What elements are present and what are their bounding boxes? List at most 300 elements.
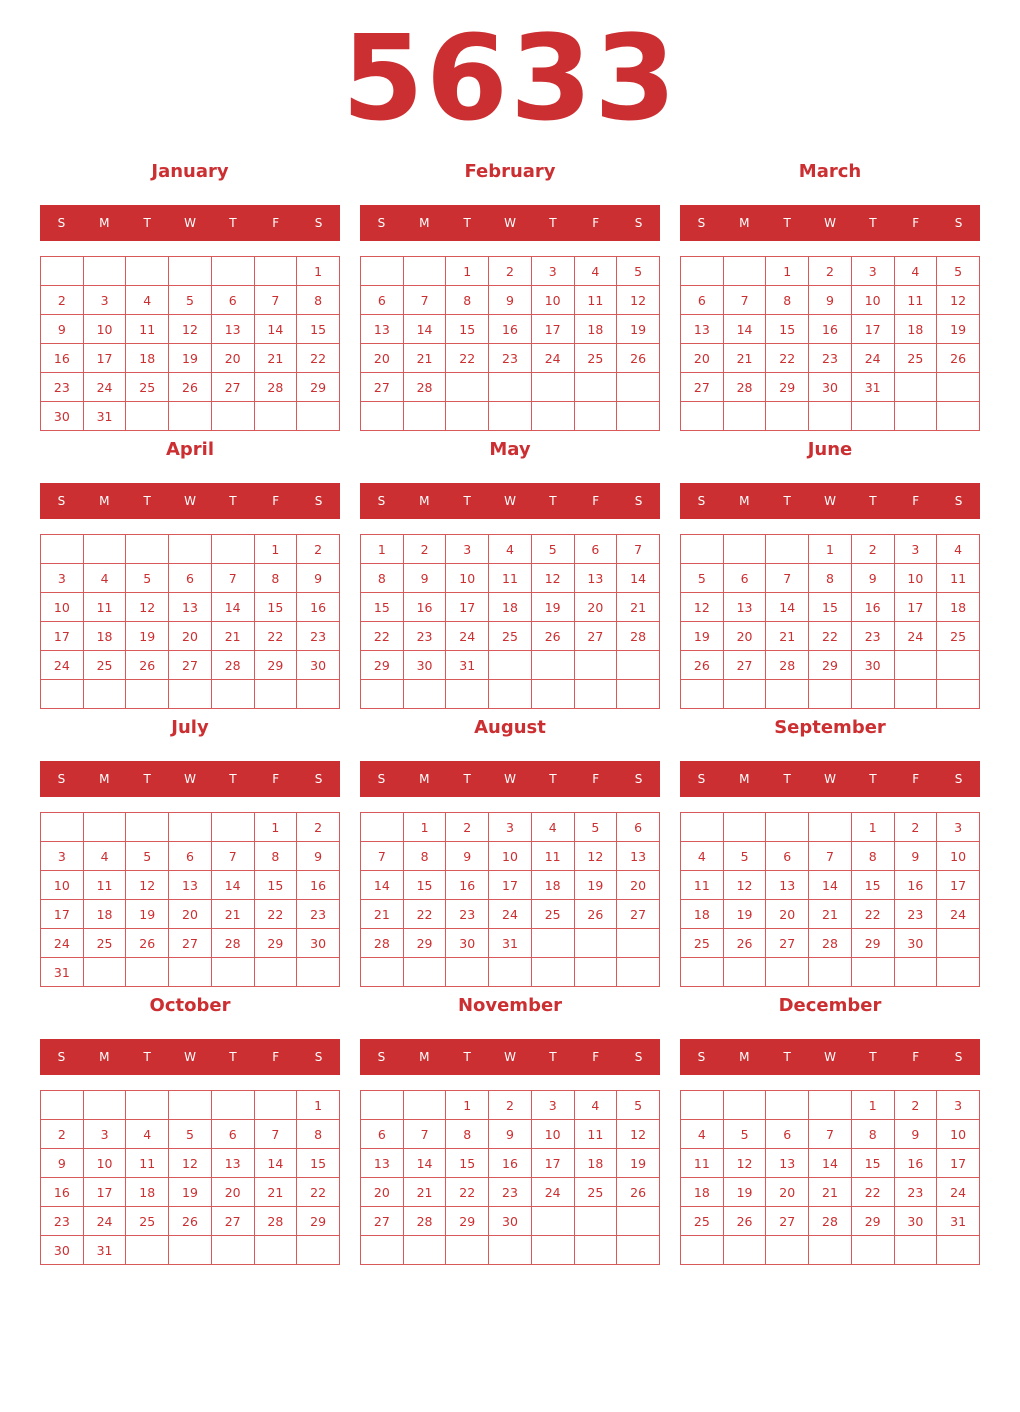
day-cell: 5	[723, 1120, 766, 1149]
day-cell: 17	[41, 900, 84, 929]
day-cell: 31	[446, 651, 489, 680]
empty-cell	[617, 651, 660, 680]
day-cell: 23	[809, 344, 852, 373]
day-cell: 11	[489, 564, 532, 593]
week-row	[361, 958, 660, 987]
day-cell: 23	[41, 373, 84, 402]
day-cell: 6	[361, 286, 404, 315]
empty-cell	[723, 535, 766, 564]
week-row	[681, 564, 980, 593]
weekday-label: M	[99, 216, 110, 230]
day-cell: 28	[211, 651, 254, 680]
week-row	[681, 1120, 980, 1149]
empty-cell	[297, 402, 340, 431]
month-name: March	[798, 161, 862, 182]
day-cell: 6	[211, 286, 254, 315]
day-cell: 4	[894, 257, 937, 286]
day-cell: 2	[894, 813, 937, 842]
day-cell: 11	[681, 1149, 724, 1178]
empty-cell	[809, 958, 852, 987]
empty-cell	[894, 1236, 937, 1265]
empty-cell	[531, 402, 574, 431]
day-cell: 21	[211, 900, 254, 929]
weekday-label: S	[954, 772, 963, 786]
empty-cell	[937, 373, 980, 402]
week-row	[41, 622, 340, 651]
week-row	[361, 344, 660, 373]
day-cell: 23	[894, 900, 937, 929]
week-row	[681, 813, 980, 842]
weekday-header	[40, 761, 340, 797]
day-cell: 28	[403, 373, 446, 402]
day-cell: 5	[937, 257, 980, 286]
empty-cell	[681, 958, 724, 987]
day-cell: 1	[446, 1091, 489, 1120]
empty-cell	[851, 402, 894, 431]
weekday-label: T	[463, 772, 471, 786]
week-row	[41, 344, 340, 373]
week-row	[41, 871, 340, 900]
empty-cell	[41, 535, 84, 564]
day-cell: 2	[851, 535, 894, 564]
empty-cell	[361, 402, 404, 431]
weekday-label: W	[184, 494, 196, 508]
day-cell: 25	[574, 344, 617, 373]
day-cell: 28	[403, 1207, 446, 1236]
day-cell: 2	[894, 1091, 937, 1120]
empty-cell	[126, 1236, 169, 1265]
weekday-label: M	[99, 1050, 110, 1064]
day-cell: 26	[617, 344, 660, 373]
day-cell: 19	[723, 900, 766, 929]
empty-cell	[809, 1091, 852, 1120]
week-row	[361, 813, 660, 842]
day-cell: 27	[361, 373, 404, 402]
empty-cell	[851, 958, 894, 987]
day-cell: 4	[574, 1091, 617, 1120]
empty-cell	[211, 535, 254, 564]
week-row	[41, 1236, 340, 1265]
day-cell: 8	[446, 286, 489, 315]
day-cell: 9	[809, 286, 852, 315]
day-cell: 29	[361, 651, 404, 680]
week-row	[361, 373, 660, 402]
weekday-label: T	[783, 216, 791, 230]
day-cell: 10	[41, 593, 84, 622]
weekday-label: T	[463, 494, 471, 508]
weekday-label: W	[824, 216, 836, 230]
day-cell: 1	[297, 1091, 340, 1120]
day-cell: 18	[574, 1149, 617, 1178]
week-row	[41, 1178, 340, 1207]
month-name: July	[171, 717, 209, 738]
empty-cell	[169, 257, 212, 286]
week-row	[681, 1207, 980, 1236]
day-grid	[360, 812, 660, 987]
day-cell: 15	[851, 871, 894, 900]
day-cell: 28	[809, 1207, 852, 1236]
empty-cell	[766, 1236, 809, 1265]
weekday-label: W	[184, 772, 196, 786]
month-name: April	[165, 439, 215, 460]
weekday-label: S	[314, 494, 323, 508]
weekday-label: S	[634, 1050, 643, 1064]
weekday-label: W	[504, 216, 516, 230]
day-cell: 15	[446, 315, 489, 344]
day-cell: 12	[617, 286, 660, 315]
weekday-label: S	[314, 1050, 323, 1064]
day-cell: 3	[83, 1120, 126, 1149]
day-cell: 2	[403, 535, 446, 564]
week-row	[41, 813, 340, 842]
weekday-header	[40, 205, 340, 241]
day-cell: 15	[766, 315, 809, 344]
day-cell: 16	[297, 593, 340, 622]
empty-cell	[574, 373, 617, 402]
day-cell: 23	[41, 1207, 84, 1236]
day-cell: 4	[531, 813, 574, 842]
empty-cell	[403, 680, 446, 709]
empty-cell	[361, 813, 404, 842]
day-cell: 30	[297, 651, 340, 680]
week-row	[681, 900, 980, 929]
empty-cell	[937, 402, 980, 431]
day-cell: 15	[254, 871, 297, 900]
empty-cell	[681, 402, 724, 431]
day-cell: 25	[681, 1207, 724, 1236]
day-cell: 27	[169, 929, 212, 958]
day-cell: 11	[937, 564, 980, 593]
day-cell: 8	[254, 564, 297, 593]
empty-cell	[681, 257, 724, 286]
empty-cell	[403, 1091, 446, 1120]
weekday-label: S	[57, 1050, 66, 1064]
empty-cell	[766, 958, 809, 987]
empty-cell	[126, 813, 169, 842]
weekday-label: S	[954, 216, 963, 230]
day-cell: 8	[254, 842, 297, 871]
day-cell: 15	[851, 1149, 894, 1178]
day-cell: 5	[617, 1091, 660, 1120]
empty-cell	[41, 257, 84, 286]
day-cell: 5	[681, 564, 724, 593]
day-cell: 1	[446, 257, 489, 286]
day-cell: 10	[937, 1120, 980, 1149]
day-cell: 22	[851, 900, 894, 929]
empty-cell	[937, 680, 980, 709]
day-cell: 12	[169, 1149, 212, 1178]
month-name: January	[151, 161, 229, 182]
empty-cell	[254, 680, 297, 709]
weekday-label: T	[463, 1050, 471, 1064]
weekday-label: S	[57, 772, 66, 786]
day-cell: 31	[489, 929, 532, 958]
day-cell: 15	[297, 1149, 340, 1178]
day-cell: 15	[446, 1149, 489, 1178]
weekday-label: T	[869, 494, 877, 508]
weekday-label: S	[697, 494, 706, 508]
empty-cell	[169, 680, 212, 709]
day-cell: 7	[809, 842, 852, 871]
weekday-label: W	[824, 772, 836, 786]
day-cell: 1	[254, 813, 297, 842]
month-name: December	[778, 995, 882, 1016]
day-cell: 11	[574, 1120, 617, 1149]
weekday-label: S	[697, 1050, 706, 1064]
day-cell: 29	[297, 373, 340, 402]
day-cell: 9	[489, 286, 532, 315]
day-cell: 12	[937, 286, 980, 315]
empty-cell	[211, 402, 254, 431]
day-cell: 24	[937, 1178, 980, 1207]
day-cell: 14	[809, 1149, 852, 1178]
day-cell: 25	[126, 373, 169, 402]
day-cell: 17	[937, 871, 980, 900]
month-name: May	[489, 439, 531, 460]
weekday-label: T	[549, 216, 557, 230]
day-cell: 25	[937, 622, 980, 651]
empty-cell	[574, 680, 617, 709]
empty-cell	[574, 651, 617, 680]
day-cell: 12	[126, 593, 169, 622]
day-cell: 22	[766, 344, 809, 373]
day-cell: 20	[211, 344, 254, 373]
day-cell: 17	[83, 1178, 126, 1207]
day-cell: 23	[851, 622, 894, 651]
day-cell: 6	[169, 564, 212, 593]
empty-cell	[723, 1236, 766, 1265]
day-cell: 19	[574, 871, 617, 900]
empty-cell	[723, 1091, 766, 1120]
weekday-label: T	[143, 216, 151, 230]
empty-cell	[489, 1236, 532, 1265]
day-cell: 21	[403, 344, 446, 373]
day-cell: 10	[446, 564, 489, 593]
day-cell: 1	[766, 257, 809, 286]
empty-cell	[211, 958, 254, 987]
week-row	[361, 900, 660, 929]
day-cell: 18	[126, 344, 169, 373]
week-row	[41, 257, 340, 286]
day-cell: 10	[41, 871, 84, 900]
day-cell: 24	[83, 373, 126, 402]
empty-cell	[574, 929, 617, 958]
day-cell: 11	[83, 593, 126, 622]
week-row	[41, 535, 340, 564]
weekday-header	[680, 761, 980, 797]
empty-cell	[254, 1091, 297, 1120]
day-cell: 25	[83, 651, 126, 680]
empty-cell	[766, 535, 809, 564]
day-cell: 9	[489, 1120, 532, 1149]
empty-cell	[723, 958, 766, 987]
empty-cell	[681, 813, 724, 842]
empty-cell	[83, 257, 126, 286]
day-cell: 11	[531, 842, 574, 871]
weekday-label: M	[739, 772, 750, 786]
day-cell: 30	[489, 1207, 532, 1236]
empty-cell	[83, 680, 126, 709]
day-cell: 30	[894, 1207, 937, 1236]
day-cell: 13	[361, 315, 404, 344]
empty-cell	[766, 402, 809, 431]
day-grid	[360, 256, 660, 431]
weekday-header	[40, 1039, 340, 1075]
day-cell: 11	[126, 315, 169, 344]
week-row	[361, 1236, 660, 1265]
empty-cell	[83, 535, 126, 564]
day-cell: 17	[531, 315, 574, 344]
day-cell: 5	[169, 286, 212, 315]
day-cell: 11	[894, 286, 937, 315]
day-cell: 20	[169, 622, 212, 651]
day-cell: 2	[809, 257, 852, 286]
weekday-label: T	[549, 772, 557, 786]
empty-cell	[83, 1091, 126, 1120]
week-row	[681, 680, 980, 709]
day-cell: 6	[617, 813, 660, 842]
weekday-label: M	[419, 216, 430, 230]
day-cell: 16	[851, 593, 894, 622]
day-cell: 19	[723, 1178, 766, 1207]
weekday-label: F	[272, 772, 280, 786]
day-cell: 26	[169, 1207, 212, 1236]
empty-cell	[723, 257, 766, 286]
day-cell: 18	[574, 315, 617, 344]
empty-cell	[41, 680, 84, 709]
day-cell: 12	[617, 1120, 660, 1149]
day-cell: 7	[254, 1120, 297, 1149]
day-cell: 9	[894, 1120, 937, 1149]
empty-cell	[489, 402, 532, 431]
day-cell: 7	[617, 535, 660, 564]
weekday-label: M	[739, 1050, 750, 1064]
empty-cell	[254, 402, 297, 431]
weekday-label: F	[912, 1050, 920, 1064]
day-cell: 2	[489, 257, 532, 286]
empty-cell	[254, 257, 297, 286]
day-cell: 14	[617, 564, 660, 593]
day-cell: 3	[894, 535, 937, 564]
day-cell: 7	[361, 842, 404, 871]
day-grid	[680, 256, 980, 431]
day-cell: 30	[894, 929, 937, 958]
week-row	[41, 651, 340, 680]
week-row	[41, 842, 340, 871]
day-cell: 29	[254, 929, 297, 958]
day-cell: 14	[211, 871, 254, 900]
weekday-label: S	[634, 216, 643, 230]
day-cell: 18	[83, 900, 126, 929]
day-cell: 1	[403, 813, 446, 842]
week-row	[361, 315, 660, 344]
day-cell: 11	[681, 871, 724, 900]
week-row	[681, 1091, 980, 1120]
day-cell: 25	[531, 900, 574, 929]
day-cell: 10	[489, 842, 532, 871]
day-cell: 24	[446, 622, 489, 651]
weekday-label: F	[912, 772, 920, 786]
empty-cell	[361, 1236, 404, 1265]
day-cell: 28	[809, 929, 852, 958]
day-cell: 2	[41, 1120, 84, 1149]
day-cell: 20	[361, 1178, 404, 1207]
day-cell: 14	[254, 315, 297, 344]
empty-cell	[937, 651, 980, 680]
day-cell: 19	[169, 344, 212, 373]
day-cell: 9	[403, 564, 446, 593]
day-cell: 7	[211, 564, 254, 593]
day-cell: 5	[126, 564, 169, 593]
month-name: February	[464, 161, 556, 182]
empty-cell	[169, 1091, 212, 1120]
day-cell: 27	[681, 373, 724, 402]
week-row	[41, 1091, 340, 1120]
empty-cell	[211, 680, 254, 709]
empty-cell	[446, 680, 489, 709]
empty-cell	[446, 1236, 489, 1265]
day-cell: 2	[489, 1091, 532, 1120]
week-row	[41, 593, 340, 622]
week-row	[681, 1178, 980, 1207]
day-cell: 21	[617, 593, 660, 622]
weekday-label: T	[783, 1050, 791, 1064]
weekday-label: T	[229, 216, 237, 230]
day-cell: 29	[851, 1207, 894, 1236]
weekday-label: F	[272, 494, 280, 508]
day-cell: 18	[937, 593, 980, 622]
day-cell: 12	[681, 593, 724, 622]
day-cell: 25	[126, 1207, 169, 1236]
day-cell: 28	[254, 1207, 297, 1236]
day-cell: 22	[297, 344, 340, 373]
week-row	[681, 257, 980, 286]
week-row	[681, 1236, 980, 1265]
day-cell: 19	[617, 1149, 660, 1178]
day-cell: 23	[297, 622, 340, 651]
empty-cell	[403, 1236, 446, 1265]
day-cell: 5	[617, 257, 660, 286]
week-row	[361, 1178, 660, 1207]
day-cell: 26	[723, 1207, 766, 1236]
day-cell: 12	[723, 871, 766, 900]
weekday-label: S	[377, 1050, 386, 1064]
day-cell: 23	[894, 1178, 937, 1207]
empty-cell	[894, 680, 937, 709]
day-cell: 6	[766, 1120, 809, 1149]
day-cell: 6	[169, 842, 212, 871]
day-cell: 17	[851, 315, 894, 344]
day-grid	[40, 534, 340, 709]
weekday-label: T	[143, 1050, 151, 1064]
week-row	[681, 344, 980, 373]
week-row	[681, 651, 980, 680]
week-row	[41, 900, 340, 929]
day-cell: 26	[169, 373, 212, 402]
day-cell: 24	[851, 344, 894, 373]
month-name: October	[149, 995, 231, 1016]
day-cell: 10	[894, 564, 937, 593]
weekday-label: T	[143, 494, 151, 508]
day-cell: 2	[446, 813, 489, 842]
day-cell: 21	[809, 1178, 852, 1207]
day-cell: 9	[851, 564, 894, 593]
weekday-label: W	[504, 772, 516, 786]
week-row	[681, 842, 980, 871]
day-cell: 14	[254, 1149, 297, 1178]
weekday-label: W	[504, 494, 516, 508]
day-cell: 13	[361, 1149, 404, 1178]
